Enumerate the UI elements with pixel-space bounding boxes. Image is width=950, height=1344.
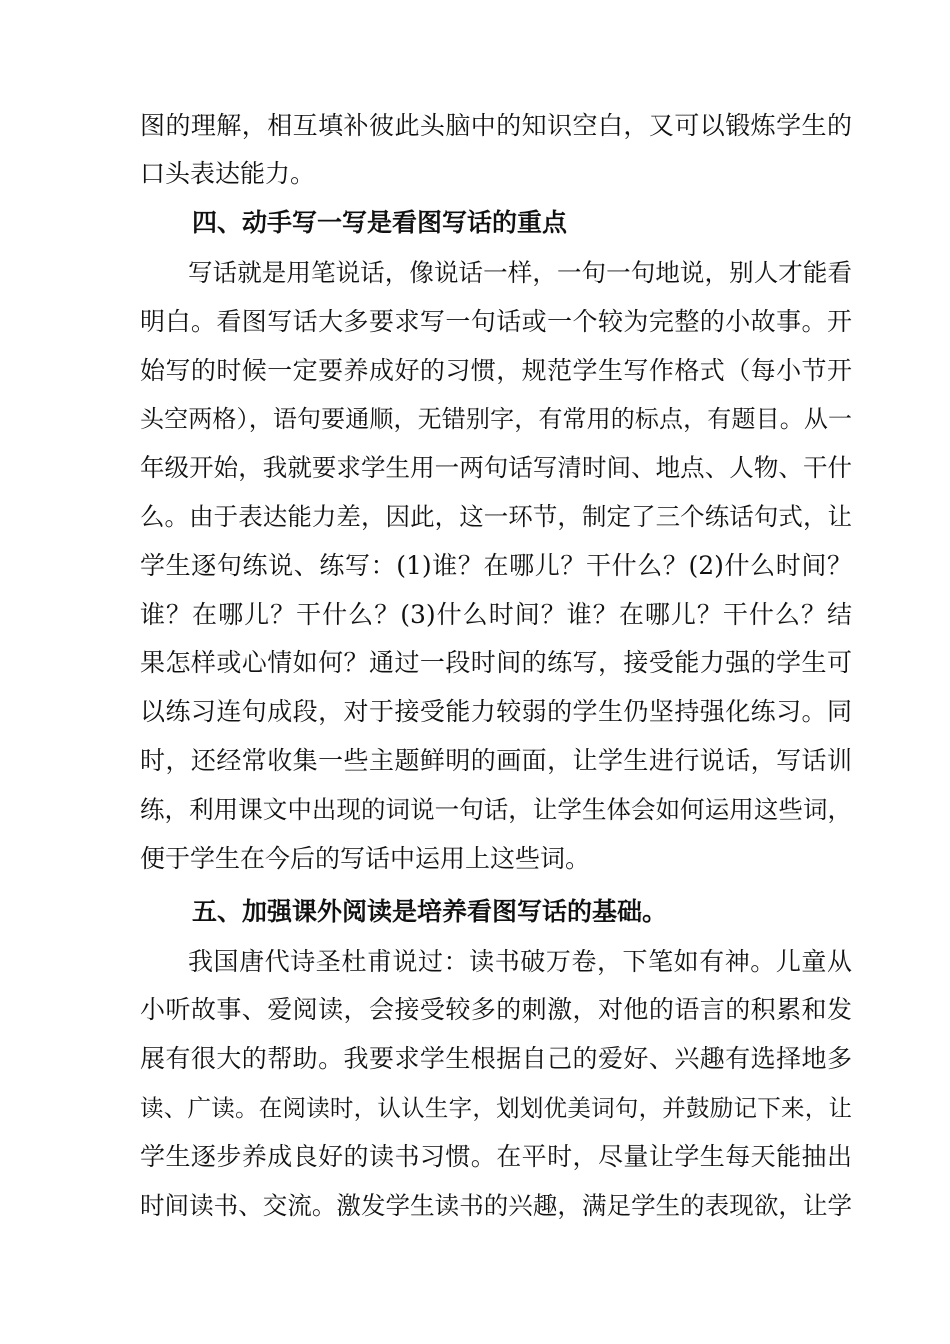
paragraph-line: 明白。看图写话大多要求写一句话或一个较为完整的小故事。开 — [140, 307, 852, 336]
paragraph-line: 小听故事、爱阅读，会接受较多的刺激，对他的语言的积累和发 — [140, 995, 852, 1024]
paragraph-line: 读、广读。在阅读时，认认生字，划划优美词句，并鼓励记下来，让 — [140, 1094, 852, 1122]
section-heading: 五、加强课外阅读是培养看图写话的基础。 — [192, 897, 668, 926]
paragraph-line: 便于学生在今后的写话中运用上这些词。 — [140, 844, 591, 873]
paragraph-line: 展有很大的帮助。我要求学生根据自己的爱好、兴趣有选择地多 — [140, 1044, 852, 1073]
paragraph-line: 以练习连句成段，对于接受能力较弱的学生仍坚持强化练习。同 — [140, 697, 852, 726]
paragraph-line: 我国唐代诗圣杜甫说过：读书破万卷，下笔如有神。儿童从 — [188, 947, 852, 976]
paragraph-line: 么。由于表达能力差，因此，这一环节，制定了三个练话句式，让 — [140, 502, 852, 531]
paragraph-line: 口头表达能力。 — [140, 159, 316, 188]
paragraph-line: 时间读书、交流。激发学生读书的兴趣，满足学生的表现欲，让学 — [140, 1191, 852, 1220]
paragraph-line: 果怎样或心情如何？通过一段时间的练写，接受能力强的学生可 — [140, 648, 852, 677]
paragraph-line: 图的理解，相互填补彼此头脑中的知识空白，又可以锻炼学生的 — [140, 111, 852, 140]
paragraph-line: 练，利用课文中出现的词说一句话，让学生体会如何运用这些词， — [140, 795, 852, 824]
paragraph-line: 始写的时候一定要养成好的习惯，规范学生写作格式（每小节开 — [140, 356, 852, 385]
paragraph-line: 学生逐句练说、练写：(1)谁？在哪儿？干什么？(2)什么时间？ — [140, 551, 852, 580]
paragraph-line: 写话就是用笔说话，像说话一样，一句一句地说，别人才能看 — [188, 258, 852, 287]
paragraph-line: 时，还经常收集一些主题鲜明的画面，让学生进行说话，写话训 — [140, 746, 852, 775]
section-heading: 四、动手写一写是看图写话的重点 — [192, 208, 568, 237]
paragraph-line: 头空两格），语句要通顺，无错别字，有常用的标点，有题目。从一 — [140, 405, 852, 433]
paragraph-line: 谁？在哪儿？干什么？(3)什么时间？谁？在哪儿？干什么？结 — [140, 600, 852, 629]
paragraph-line: 年级开始，我就要求学生用一两句话写清时间、地点、人物、干什 — [140, 453, 852, 482]
paragraph-line: 学生逐步养成良好的读书习惯。在平时，尽量让学生每天能抽出 — [140, 1142, 852, 1171]
